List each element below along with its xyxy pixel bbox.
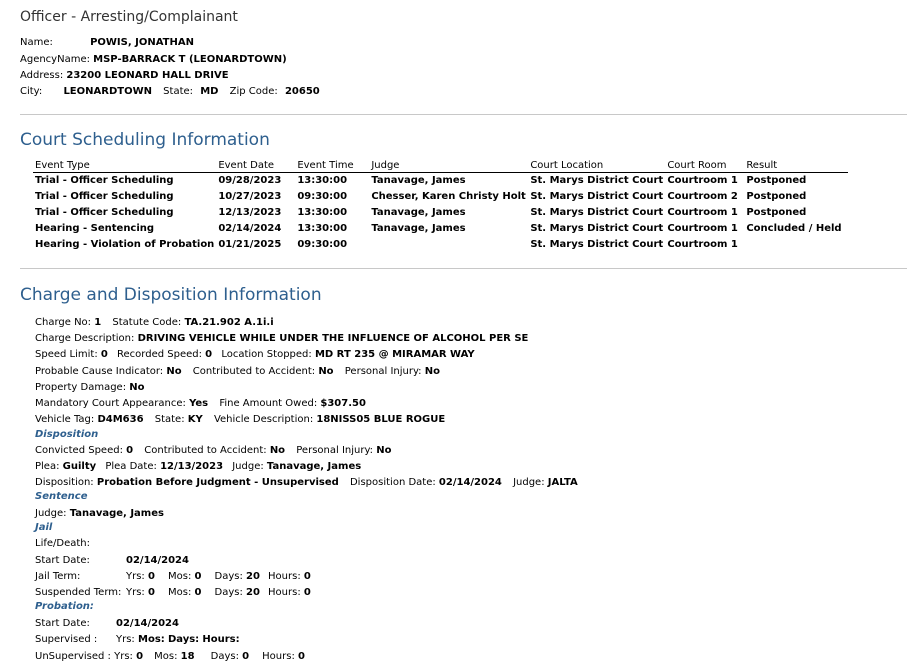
convicted-label: Convicted Speed: xyxy=(35,445,123,456)
officer-agency: MSP-BARRACK T (LEONARDTOWN) xyxy=(93,54,287,65)
event-date: 10/27/2023 xyxy=(218,190,282,202)
jail-start-row xyxy=(35,554,189,567)
event-type: Hearing - Sentencing xyxy=(35,222,155,234)
court-header-row xyxy=(33,159,848,172)
disp-judge-label: Judge: xyxy=(513,477,545,488)
result: Concluded / Held xyxy=(746,222,842,234)
unsup-yrs: 0 xyxy=(136,651,144,662)
contributed: No xyxy=(318,366,334,377)
event-time: 13:30:00 xyxy=(297,222,348,234)
supervised-label: Supervised : xyxy=(35,634,98,645)
disp-date-label: Disposition Date: xyxy=(349,477,436,488)
result: Postponed xyxy=(746,174,807,186)
col-result: Result xyxy=(744,159,848,172)
officer-agency-label: AgencyName: xyxy=(20,54,90,65)
charge-desc: DRIVING VEHICLE WHILE UNDER THE INFLUENCE OF ALCOHOL PER SE xyxy=(137,333,529,344)
suspended-term-row xyxy=(35,586,311,599)
jail-term-row xyxy=(35,570,311,583)
court-room: Courtroom 1 xyxy=(667,206,738,218)
officer-name-row xyxy=(20,36,194,49)
event-type: Trial - Officer Scheduling xyxy=(35,174,174,186)
unsup-hours: 0 xyxy=(298,651,305,662)
col-event-type: Event Type xyxy=(33,159,216,172)
days-label: Days: xyxy=(214,571,243,582)
unsup-days: 0 xyxy=(242,651,250,662)
speed-row xyxy=(35,348,475,361)
sentence-judge: Tanavage, James xyxy=(69,508,164,519)
vehicle-description: 18NISS05 BLUE ROGUE xyxy=(316,414,446,425)
days-label: Days: xyxy=(167,634,200,645)
mandatory-row xyxy=(35,397,366,410)
plea-date: 12/13/2023 xyxy=(160,461,224,472)
mos-label: Mos: xyxy=(154,651,178,662)
officer-zip: 20650 xyxy=(284,86,320,97)
convicted-row xyxy=(35,444,391,457)
unsupervised-row xyxy=(35,650,305,663)
court-location: St. Marys District Court xyxy=(530,238,664,250)
probable-cause: No xyxy=(166,366,182,377)
jail-start-label: Start Date: xyxy=(35,555,90,566)
yrs-label: Yrs: xyxy=(126,587,145,598)
yrs-label: Yrs: xyxy=(114,651,133,662)
recorded-speed-label: Recorded Speed: xyxy=(117,349,202,360)
mos-label: Mos: xyxy=(138,634,165,645)
contributed-label: Contributed to Accident: xyxy=(192,366,316,377)
divider xyxy=(20,114,907,115)
judge: Tanavage, James xyxy=(371,174,466,186)
plea-judge: Tanavage, James xyxy=(266,461,362,472)
charge-no: 1 xyxy=(94,317,102,328)
yrs-label: Yrs: xyxy=(116,634,135,645)
susp-yrs: 0 xyxy=(148,587,155,598)
officer-city-row xyxy=(20,85,320,98)
event-time: 09:30:00 xyxy=(297,238,348,250)
property-row xyxy=(35,381,145,394)
jail-term-hours: 0 xyxy=(303,571,311,582)
court-location: St. Marys District Court xyxy=(530,206,664,218)
table-row xyxy=(33,236,848,252)
speed-limit: 0 xyxy=(100,349,108,360)
susp-hours: 0 xyxy=(303,587,311,598)
location-stopped: MD RT 235 @ MIRAMAR WAY xyxy=(314,349,475,360)
charge-desc-label: Charge Description: xyxy=(35,333,135,344)
court-room: Courtroom 1 xyxy=(667,174,738,186)
jail-heading: Jail xyxy=(35,522,53,533)
unsupervised-label: UnSupervised : xyxy=(35,651,111,662)
unsup-mos: 18 xyxy=(180,651,195,662)
hours-label: Hours: xyxy=(262,651,295,662)
plea-label: Plea: xyxy=(35,461,60,472)
table-row xyxy=(33,188,848,204)
suspended-term-label: Suspended Term: xyxy=(35,587,122,598)
result xyxy=(744,236,848,252)
charge-desc-row xyxy=(35,332,528,345)
susp-mos: 0 xyxy=(194,587,202,598)
court-room: Courtroom 2 xyxy=(667,190,738,202)
hours-label: Hours: xyxy=(268,571,301,582)
event-type: Trial - Officer Scheduling xyxy=(35,190,174,202)
event-date: 12/13/2023 xyxy=(218,206,282,218)
officer-state-label: State: xyxy=(163,86,194,97)
divider xyxy=(20,268,907,269)
plea-row xyxy=(35,460,361,473)
life-death-row xyxy=(35,537,90,550)
vdesc-label: Vehicle Description: xyxy=(213,414,314,425)
judge: Tanavage, James xyxy=(371,222,466,234)
disp-contributed-label: Contributed to Accident: xyxy=(144,445,267,456)
officer-state: MD xyxy=(200,86,219,97)
disp-injury-label: Personal Injury: xyxy=(296,445,374,456)
event-time: 09:30:00 xyxy=(297,190,348,202)
injury-label: Personal Injury: xyxy=(344,366,422,377)
vehicle-tag: D4M636 xyxy=(97,414,144,425)
statute-label: Statute Code: xyxy=(112,317,182,328)
table-row xyxy=(33,204,848,220)
probation-start-row xyxy=(35,617,179,630)
recorded-speed: 0 xyxy=(205,349,213,360)
event-time: 13:30:00 xyxy=(297,174,348,186)
plea-date-label: Plea Date: xyxy=(105,461,157,472)
property-damage: No xyxy=(129,382,145,393)
officer-zip-label: Zip Code: xyxy=(229,86,278,97)
hours-label: Hours: xyxy=(202,634,240,645)
vehicle-state: KY xyxy=(187,414,203,425)
disposition-value: Probation Before Judgment - Unsupervised xyxy=(96,477,339,488)
disp-injury: No xyxy=(376,445,392,456)
court-location: St. Marys District Court xyxy=(530,222,664,234)
jail-term-mos: 0 xyxy=(194,571,202,582)
event-date: 02/14/2024 xyxy=(218,222,282,234)
life-death-label: Life/Death: xyxy=(35,538,90,549)
fine-amount: $307.50 xyxy=(320,398,366,409)
disposition-row xyxy=(35,476,578,489)
court-room: Courtroom 1 xyxy=(667,238,738,250)
disposition-heading: Disposition xyxy=(35,429,99,440)
officer-section-title: Officer - Arresting/Complainant xyxy=(20,9,238,25)
charge-section-title: Charge and Disposition Information xyxy=(20,285,322,305)
result: Postponed xyxy=(746,190,807,202)
statute-code: TA.21.902 A.1i.i xyxy=(184,317,274,328)
sentence-judge-row xyxy=(35,507,164,520)
fine-label: Fine Amount Owed: xyxy=(219,398,318,409)
court-location: St. Marys District Court xyxy=(530,190,664,202)
event-type: Trial - Officer Scheduling xyxy=(35,206,174,218)
judge: Chesser, Karen Christy Holt xyxy=(371,190,526,202)
result: Postponed xyxy=(746,206,807,218)
col-judge: Judge xyxy=(369,159,528,172)
days-label: Days: xyxy=(214,587,243,598)
event-date: 01/21/2025 xyxy=(218,238,282,250)
mandatory-label: Mandatory Court Appearance: xyxy=(35,398,186,409)
jail-start-date: 02/14/2024 xyxy=(126,555,189,566)
court-schedule-table xyxy=(33,159,848,252)
jail-term-yrs: 0 xyxy=(148,571,155,582)
probation-heading: Probation: xyxy=(35,601,94,612)
table-row xyxy=(33,172,848,188)
susp-days: 20 xyxy=(246,587,260,598)
days-label: Days: xyxy=(210,651,239,662)
col-court-location: Court Location xyxy=(528,159,665,172)
court-location: St. Marys District Court xyxy=(530,174,664,186)
officer-agency-row xyxy=(20,53,287,66)
officer-address: 23200 LEONARD HALL DRIVE xyxy=(66,70,229,81)
disp-contributed: No xyxy=(269,445,286,456)
location-label: Location Stopped: xyxy=(221,349,312,360)
disp-label: Disposition: xyxy=(35,477,94,488)
personal-injury: No xyxy=(424,366,440,377)
probable-row xyxy=(35,365,440,378)
court-room: Courtroom 1 xyxy=(667,222,738,234)
event-date: 09/28/2023 xyxy=(218,174,282,186)
charge-no-label: Charge No: xyxy=(35,317,92,328)
yrs-label: Yrs: xyxy=(126,571,145,582)
judge: Tanavage, James xyxy=(371,206,466,218)
event-time: 13:30:00 xyxy=(297,206,348,218)
court-section-title: Court Scheduling Information xyxy=(20,130,270,150)
hours-label: Hours: xyxy=(268,587,301,598)
sentence-judge-label: Judge: xyxy=(35,508,67,519)
col-event-time: Event Time xyxy=(295,159,369,172)
sentence-heading: Sentence xyxy=(35,491,88,502)
disposition-date: 02/14/2024 xyxy=(438,477,502,488)
mos-label: Mos: xyxy=(168,587,192,598)
col-event-date: Event Date xyxy=(216,159,295,172)
property-label: Property Damage: xyxy=(35,382,127,393)
event-type: Hearing - Violation of Probation xyxy=(35,238,215,250)
probation-start-date: 02/14/2024 xyxy=(116,618,179,629)
jail-term-days: 20 xyxy=(246,571,260,582)
charge-no-row xyxy=(35,316,274,329)
probable-label: Probable Cause Indicator: xyxy=(35,366,164,377)
officer-city-label: City: xyxy=(20,86,43,97)
officer-name-label: Name: xyxy=(20,37,53,48)
probation-start-label: Start Date: xyxy=(35,618,90,629)
tag-label: Vehicle Tag: xyxy=(35,414,95,425)
officer-city: LEONARDTOWN xyxy=(63,86,152,97)
col-court-room: Court Room xyxy=(665,159,744,172)
plea: Guilty xyxy=(62,461,97,472)
vstate-label: State: xyxy=(154,414,185,425)
judge xyxy=(369,236,528,252)
speed-limit-label: Speed Limit: xyxy=(35,349,98,360)
mandatory-appearance: Yes xyxy=(189,398,209,409)
supervised-row xyxy=(35,633,240,646)
jail-term-label: Jail Term: xyxy=(35,571,81,582)
plea-judge-label: Judge: xyxy=(232,461,264,472)
officer-address-row xyxy=(20,69,229,82)
convicted-speed: 0 xyxy=(126,445,134,456)
officer-name: POWIS, JONATHAN xyxy=(90,37,194,48)
officer-address-label: Address: xyxy=(20,70,64,81)
disposition-judge: JALTA xyxy=(547,477,578,488)
table-row xyxy=(33,220,848,236)
vehicle-row xyxy=(35,413,445,426)
mos-label: Mos: xyxy=(168,571,192,582)
